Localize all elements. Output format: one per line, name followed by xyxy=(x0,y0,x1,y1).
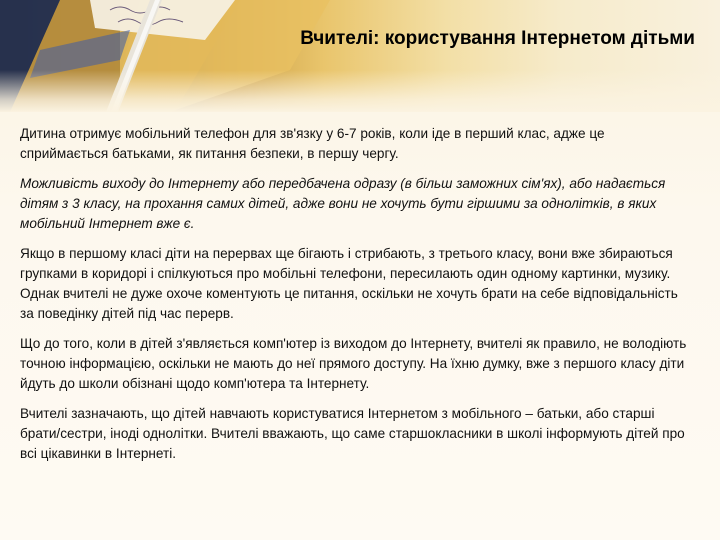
header-banner-image xyxy=(0,0,720,112)
paragraph-5: Вчителі зазначають, що дітей навчають користуватися Інтернетом з мобільного – батьки, або старші брати/сестри, іноді однолітки. Вчителі вважають, що саме старшокласники в школі інформують дітей про всі цікавинки в Інтернеті. xyxy=(20,406,685,461)
header-fade xyxy=(0,70,720,112)
paragraph-2: Можливість виходу до Інтернету або передбачена одразу (в більш заможних сім'ях), або надається дітям з 3 класу, на прохання самих дітей, адже вони не хочуть бути гіршими за однолітків, в яких мобільний Інтернет вже є. xyxy=(20,176,666,231)
body-text xyxy=(20,124,695,474)
slide-title: Вчителі: користування Інтернетом дітьми xyxy=(300,28,695,49)
paragraph-4: Що до того, коли в дітей з'являється комп'ютер із виходом до Інтернету, вчителі як правило, не володіють точною інформацією, оскільки не мають до неї прямого доступу. На їхню думку, вже з першого класу діти йдуть до школи обізнані щодо комп'ютера та Інтернету. xyxy=(20,336,687,391)
paragraph-1: Дитина отримує мобільний телефон для зв'язку у 6-7 років, коли іде в перший клас, адже це сприймається батьками, як питання безпеки, в першу чергу. xyxy=(20,126,605,161)
paragraph-3: Якщо в першому класі діти на перервах ще бігають і стрибають, з третього класу, вони вже збираються групками в коридорі і спілкуються про мобільні телефони, пересилають один одному картинки, музику. Однак вчителі не дуже охоче коментують це питання, оскільки не хочуть брати на себе відповідальність за поведінку дітей під час перерв. xyxy=(20,246,678,321)
